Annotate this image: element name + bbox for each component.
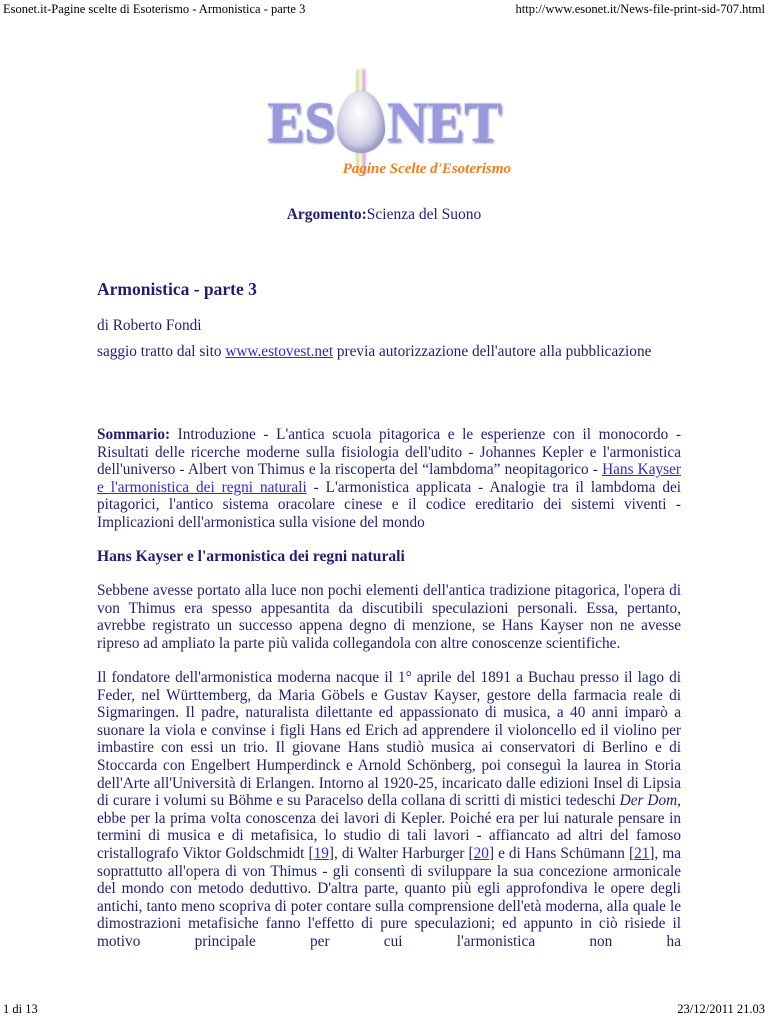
topic-label: Argomento: [286,206,367,223]
section-heading: Hans Kayser e l'armonistica dei regni naturali [97,548,405,565]
logo-text-net: NET [386,90,501,154]
footnote-link-20[interactable]: 20 [473,844,489,862]
footnote-link-19[interactable]: 19 [313,844,329,862]
article-content [97,0,681,1024]
summary-label: Sommario: [97,426,171,443]
article-byline: di Roberto Fondi [97,317,202,334]
logo-tagline: Pagine Scelte d'Esoterismo [342,161,511,177]
print-footer [3,1002,765,1017]
paragraph-2-part-2: , ebbe per la prima volta conoscenza dei lavori di Kepler. Poiché era per lui naturale pensare in termini di musica e di metafisica, lo studio di tali lavori - affiancato ad altri del famoso cristallografo Viktor Goldschmidt [ [97,792,681,862]
print-header-title: Esonet.it-Pagine scelte di Esoterismo - Armonistica - parte 3 [3,2,306,16]
summary-text-after-link: - L'armonistica applicata - Analogie tra il lambdoma dei pitagorici, l'antico sistema oracolare cinese e il codice ereditario dei sistemi viventi - Implicazioni dell'armonistica sulla visione del mondo [97,478,682,531]
topic-value: Scienza del Suono [366,206,482,223]
paragraph-2-part-5: ], ma soprattutto all'opera di von Thimus - gli consentì di sviluppare la sua concezione armonicale del mondo con metodo deduttivo. D'altra parte, quanto più egli approfondiva le opere degli antichi, tanto meno scopriva di poter contare sulla comprensione dell'età moderna, alla quale le dimostrazioni metafisiche fanno l'effetto di pure speculazioni; ed appunto in ciò risiede il motivo principale per cui l'armonistica non ha [97,844,682,950]
footnote-link-21[interactable]: 21 [634,844,650,862]
summary-text-before-link: Introduzione - L'antica scuola pitagorica e le esperienze con il monocordo - Risultati delle ricerche moderne sulla fisiologia dell'udito - Johannes Kepler e l'armonistica dell'universo - Albert von Thimus e la riscoperta del “lambdoma” neopitagorico - [97,426,681,479]
estovest-link[interactable]: www.estovest.net [225,343,334,360]
print-header-url: http://www.esonet.it/News-file-print-sid-707.html [515,2,765,16]
book-title-der-dom: Der Dom [619,792,678,810]
hans-kayser-section-link[interactable]: Hans Kayser e l'armonistica dei regni naturali [97,461,681,496]
logo-text-es: ES [267,90,335,154]
article-title: Armonistica - parte 3 [97,279,257,299]
source-prefix: saggio tratto dal sito [97,343,226,360]
paragraph-2-part-1: Il fondatore dell'armonistica moderna nacque il 1° aprile del 1891 a Buchau presso il lago di Feder, nel Württemberg, da Maria Göbels e Gustav Kayser, gestore della farmacia reale di Sigmaringen. Il padre, naturalista dilettante ed appassionato di musica, a 40 anni imparò a suonare la viola e convinse i figli Hans ed Erich ad apprendere il violoncello ed il violino per imbastire con essi un trio. Il giovane Hans studiò musica ai conservatori di Berlino e di Stoccarda con Engelbert Humperdinck e Arnold Schönberg, poi conseguì la laurea in Storia dell'Arte all'Università di Erlangen. Intorno al 1920-25, incaricato dalle edizioni Insel di Lipsia di curare i volumi su Böhme e su Paracelso della collana di scritti di mistici tedeschi [97,669,681,810]
paragraph-2 [97,669,681,951]
print-timestamp: 23/12/2011 21.03 [677,1002,765,1016]
page-number: 1 di 13 [3,1002,38,1016]
paragraph-2-part-4: ] e di Hans Schümann [ [488,844,635,862]
paragraph-2-part-3: ], di Walter Harburger [ [328,844,474,862]
source-suffix: previa autorizzazione dell'autore alla pubblicazione [333,343,652,360]
source-line [97,343,681,361]
paragraph-1: Sebbene avesse portato alla luce non pochi elementi dell'antica tradizione pitagorica, l'opera di von Thimus era spesso appesantita da discutibili speculazioni personali. Essa, pertanto, avrebbe registrato un successo appena degno di menzione, se Hans Kayser non ne avesse ripreso ad ampliato la parte più valida collegandola con altre conoscenze scientifiche. [97,582,681,652]
summary-paragraph [97,426,681,532]
